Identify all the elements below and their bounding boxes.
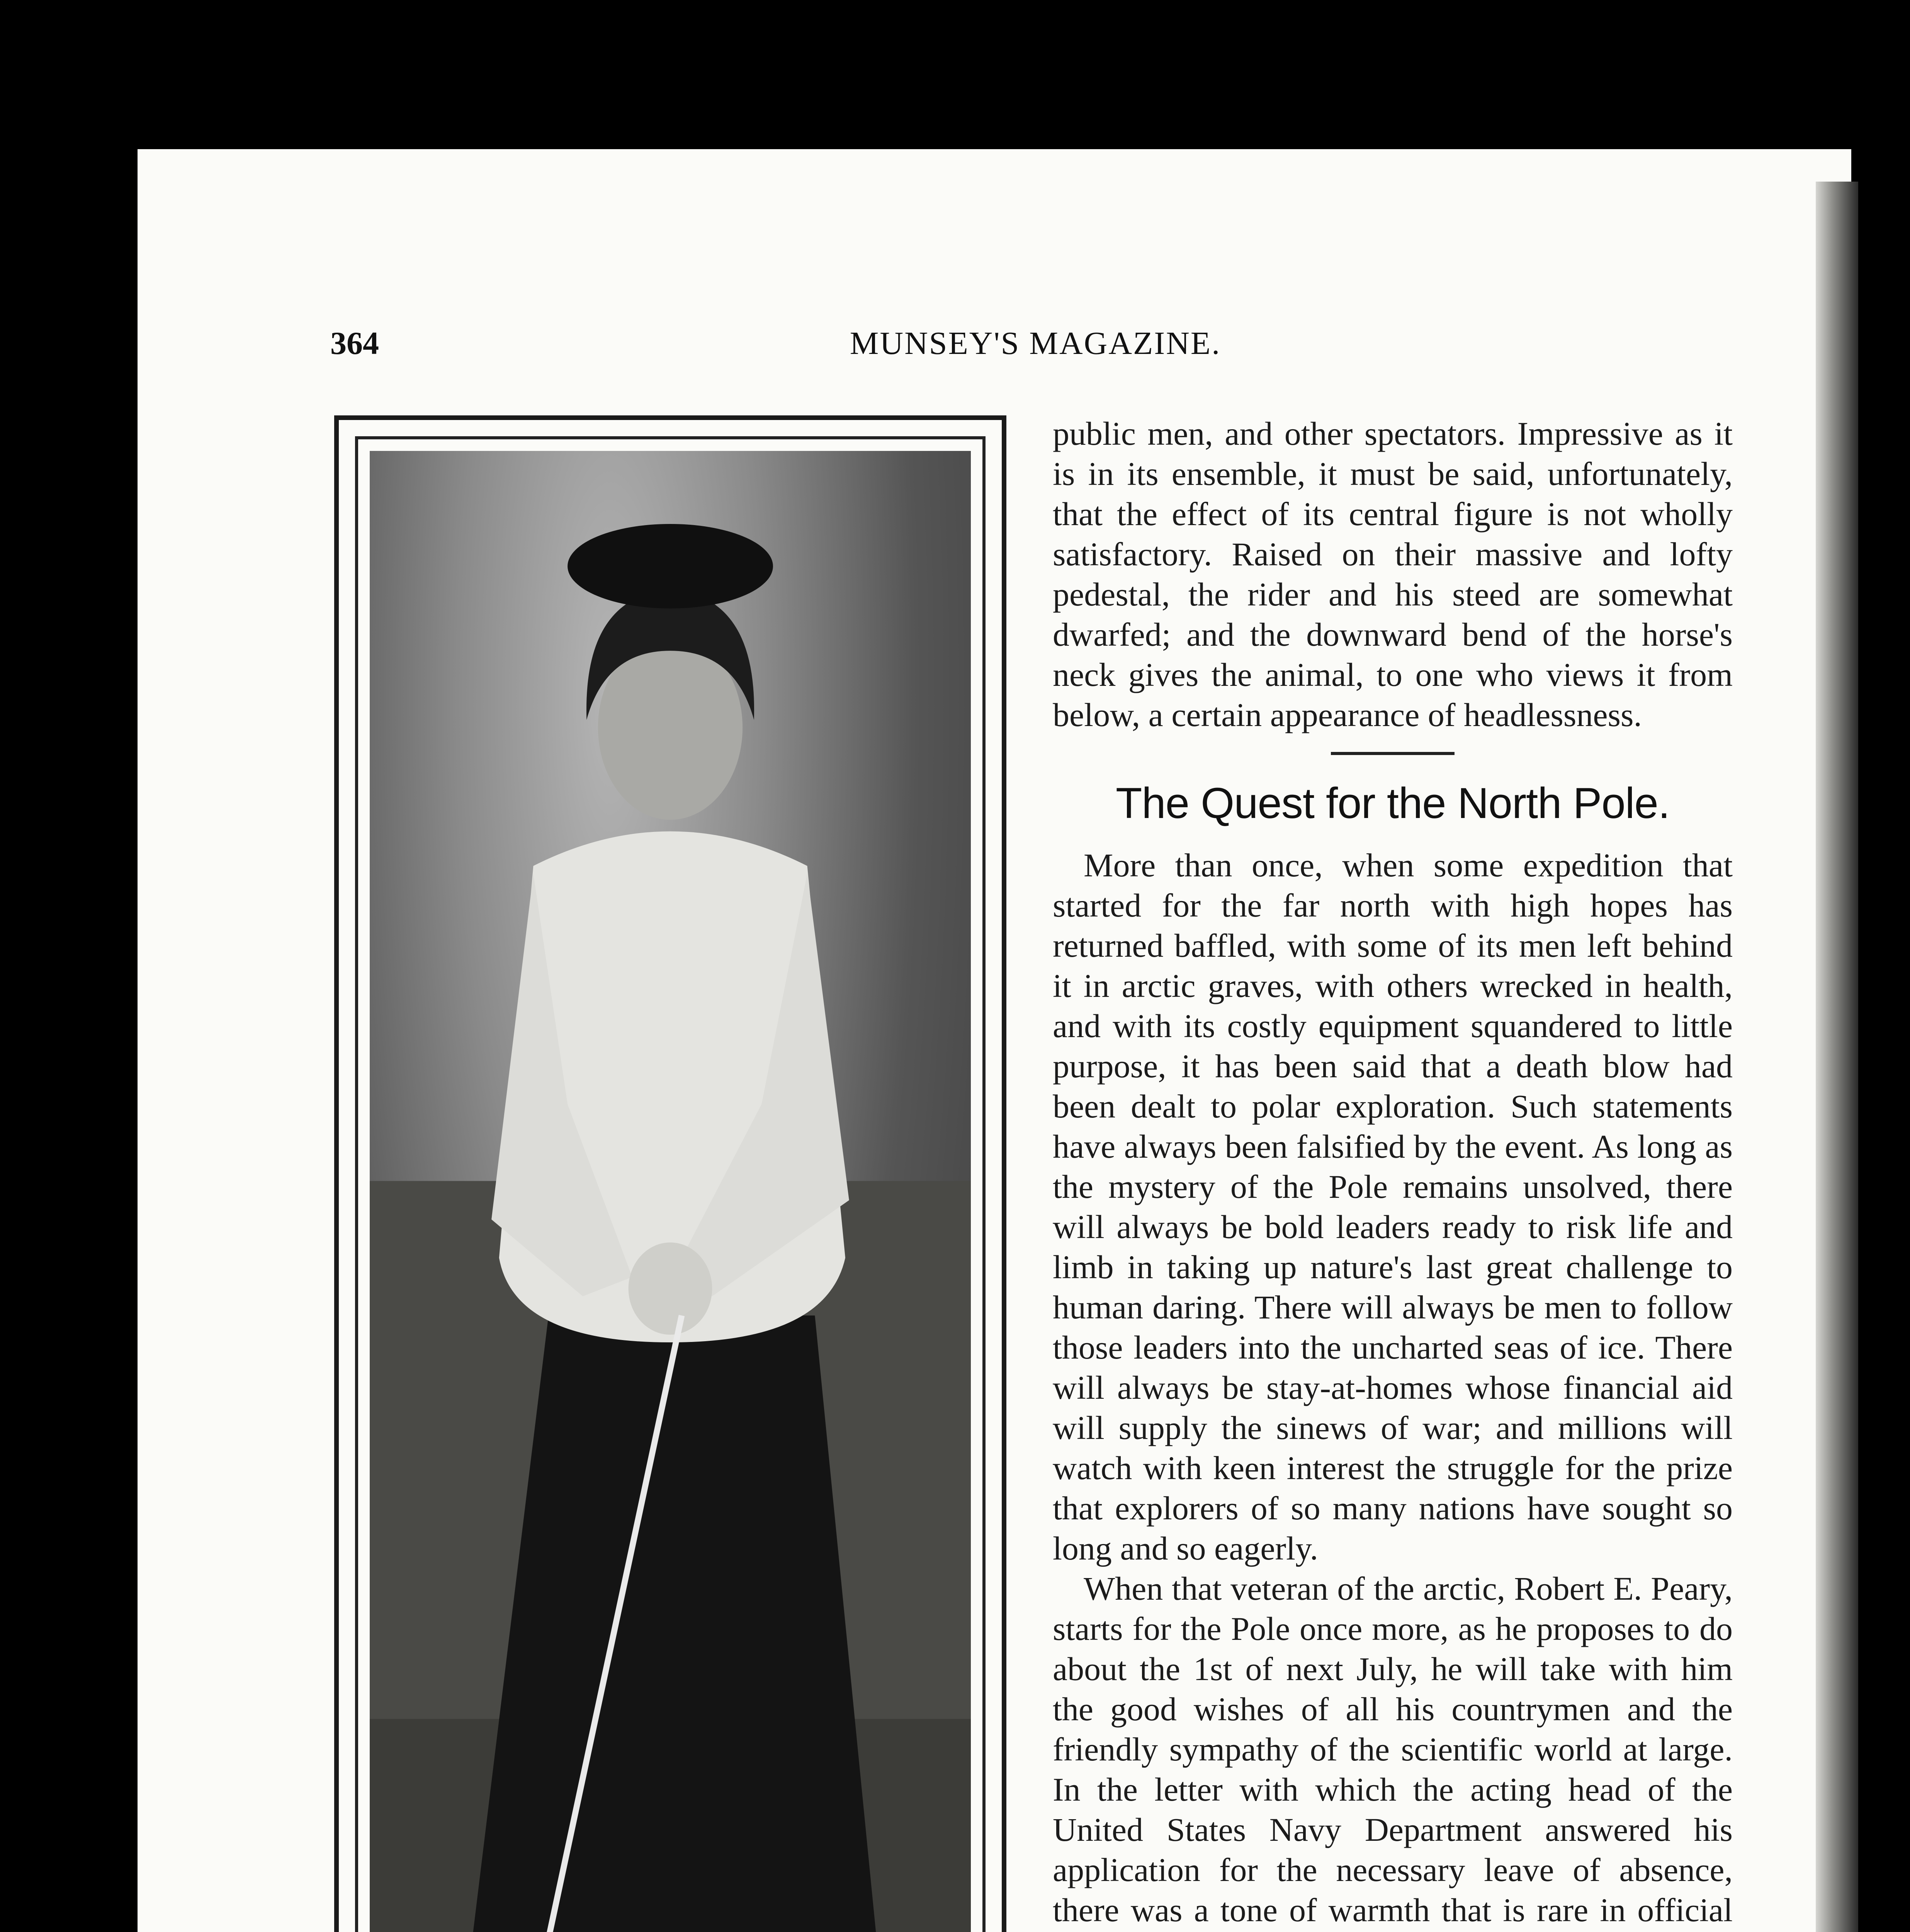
photo-border (355, 436, 986, 1932)
page-number: 364 (330, 325, 379, 361)
golfer-photo-icon (370, 451, 971, 1932)
section-divider (1331, 752, 1455, 755)
body-paragraph: public men, and other spectators. Impressive as it is in its ensemble, it must be said, unfortunately, that the effect of its central figure is not wholly satisfactory. Raised on their massive and lofty pedestal, the rider and his steed are somewhat dwarfed; and the downward bend of the horse's neck gives the animal, to one who views it from below, a certain appearance of headlessness. (1053, 415, 1733, 733)
magazine-title: MUNSEY'S MAGAZINE. (850, 325, 1221, 361)
running-head (330, 325, 1740, 367)
photo-frame (334, 415, 1006, 1932)
facing-page-edge (1816, 182, 1858, 1932)
body-paragraph: More than once, when some expedition that started for the far north with high hopes has returned baffled, with some of its men left behind it in arctic graves, with others wrecked in health, and with its costly equipment squandered to little purpose, it has been said that a death blow had been dealt to polar exploration. Such statements have always been falsified by the event. As long as the mystery of the Pole remains unsolved, there will always be bold leaders ready to risk life and limb in taking up nature's last great challenge to human daring. There will always be men to follow those leaders into the uncharted seas of ice. There will always be stay-at-homes whose financial aid will supply the sinews of war; and millions will watch with keen interest the struggle for the prize that explorers of so many nations have sought so long and so eagerly. (1053, 847, 1733, 1567)
body-paragraph: When that veteran of the arctic, Robert E. Peary, starts for the Pole once more, as he proposes to do about the 1st of next July, he will take with him the good wishes of all his countrymen and the friendly sympathy of the scientific world at large. In the letter with which the acting head of the United States Navy Department answered his application for the necessary leave of absence, there was a tone of warmth that is rare in official (1053, 1570, 1733, 1929)
section-heading: The Quest for the North Pole. (1116, 779, 1670, 827)
right-column (1053, 413, 1733, 1932)
golfer-photograph (370, 451, 971, 1932)
